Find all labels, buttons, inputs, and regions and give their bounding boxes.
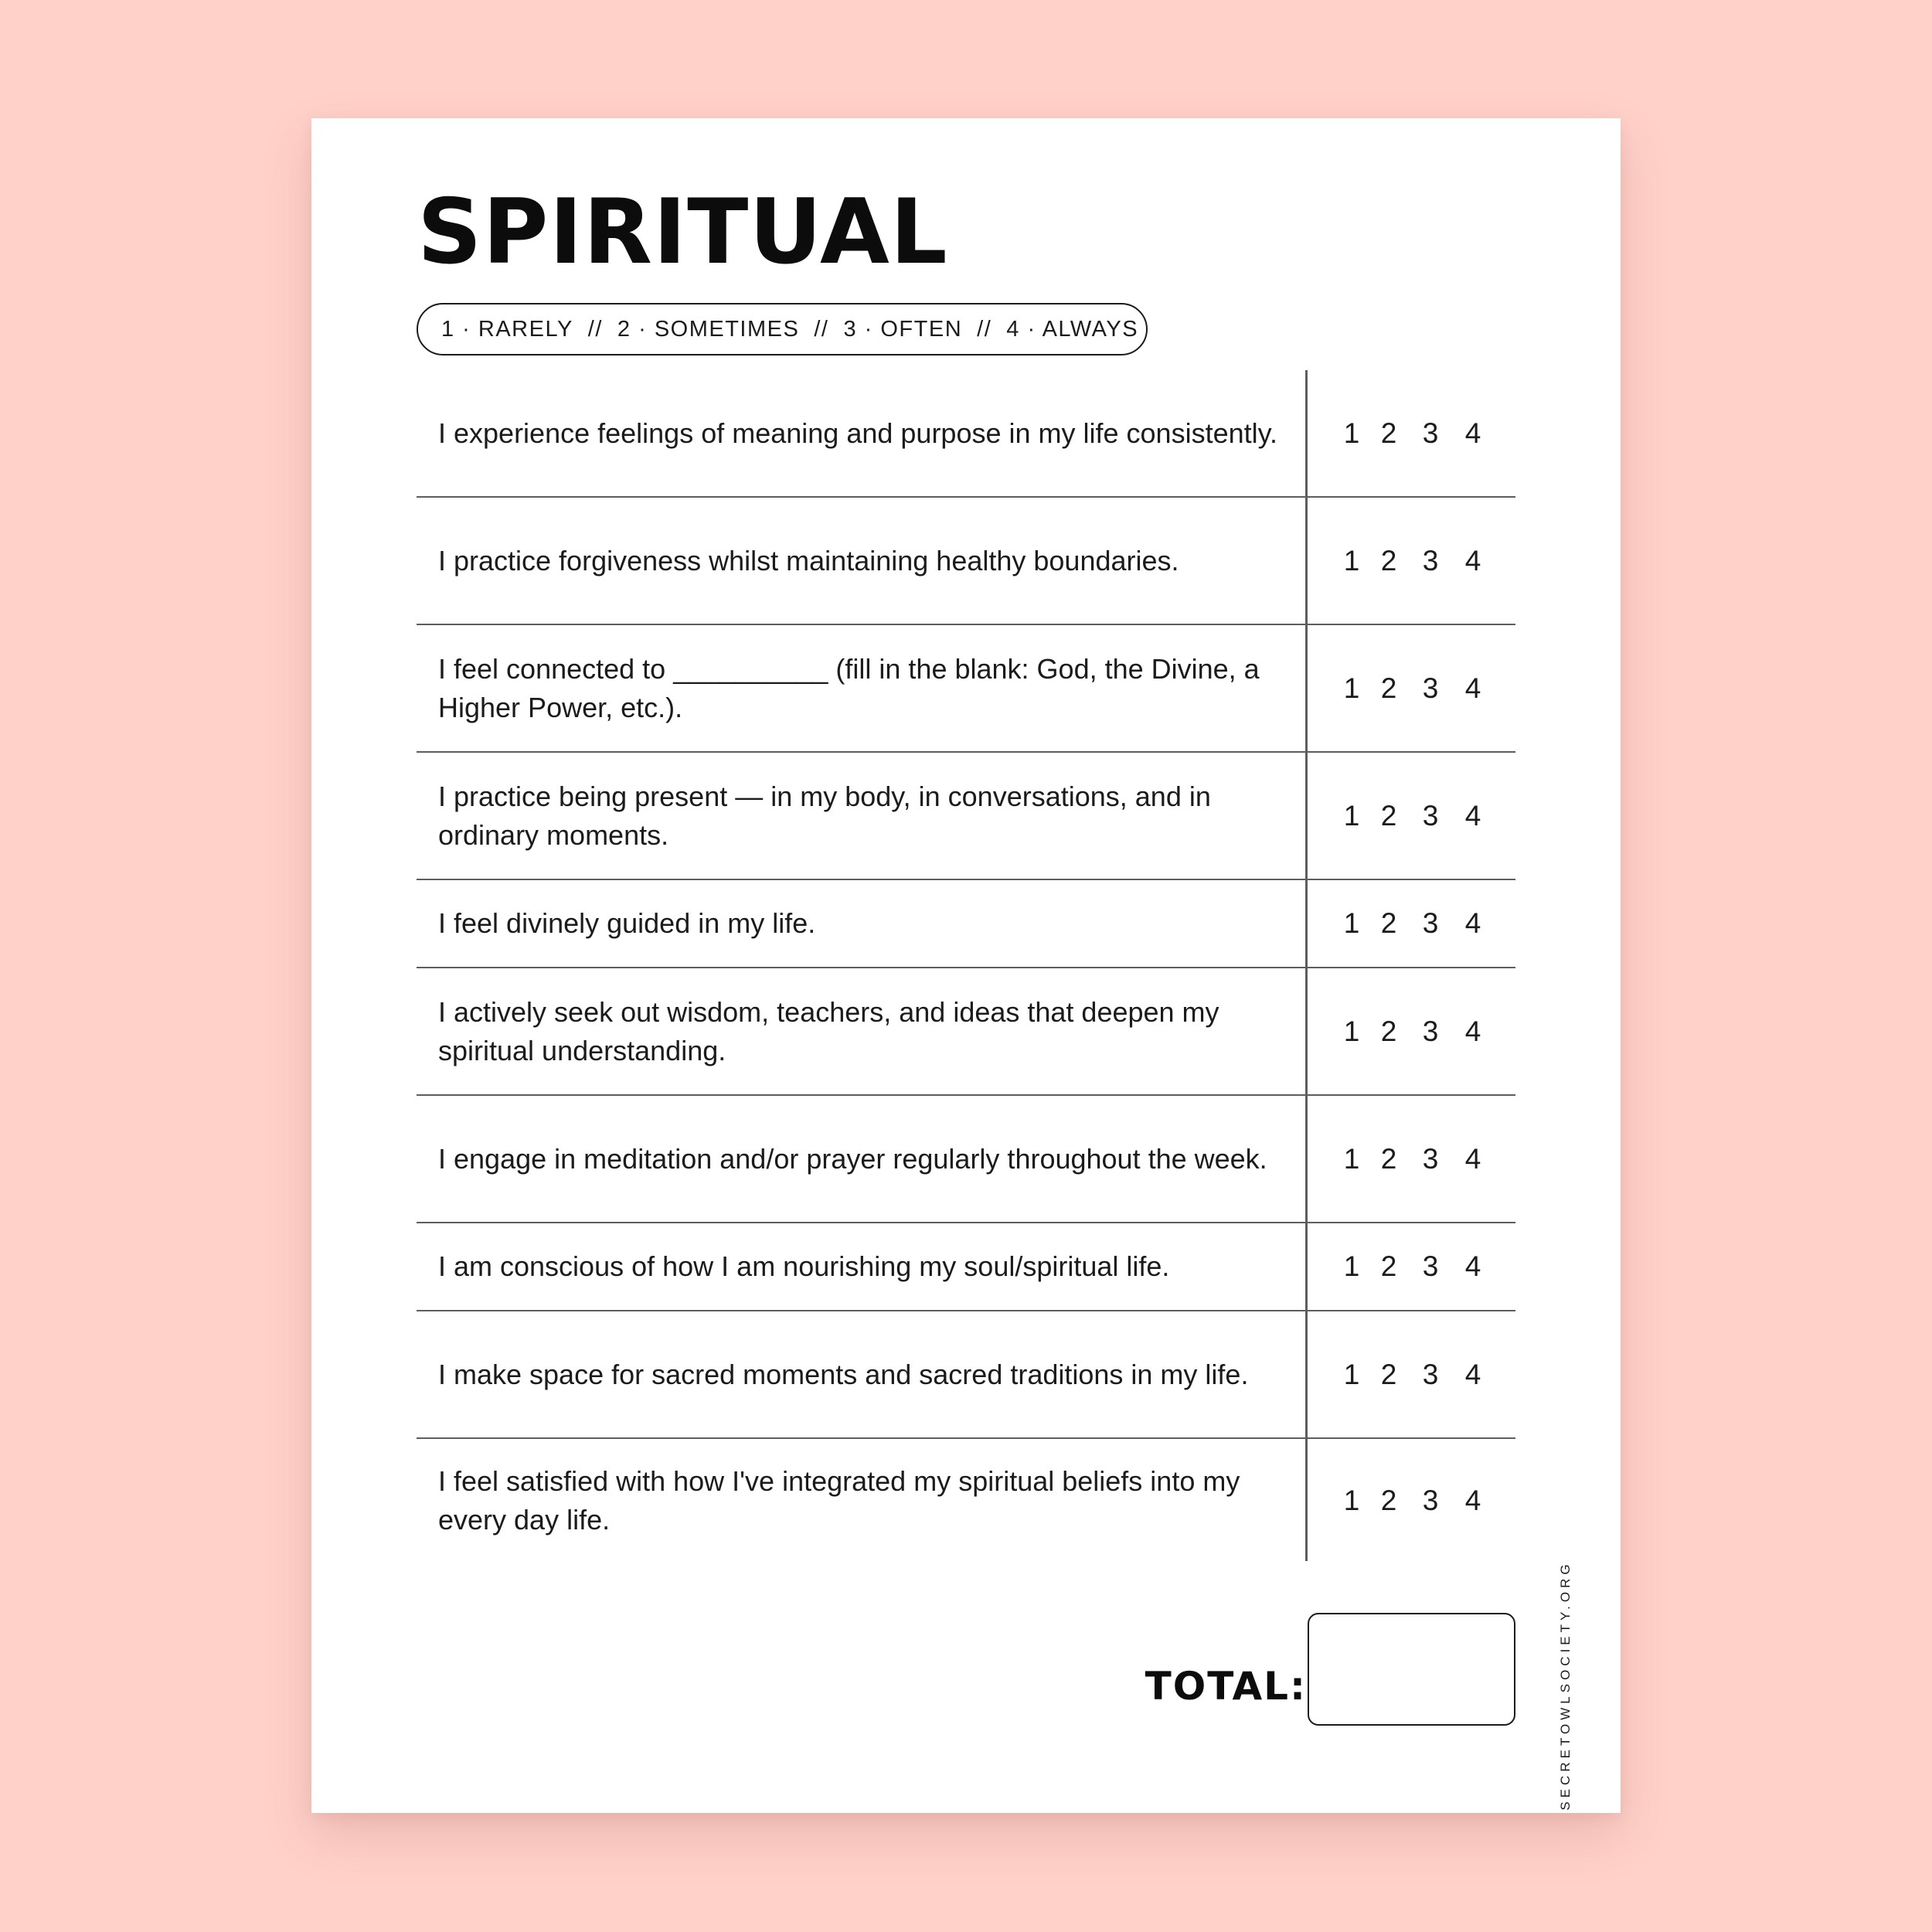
rating-option-3[interactable]: 3 xyxy=(1422,1015,1439,1047)
question-row xyxy=(417,1311,1515,1439)
rating-option-4[interactable]: 4 xyxy=(1464,672,1481,704)
question-row xyxy=(417,968,1515,1096)
question-text: I make space for sacred moments and sacred traditions in my life. xyxy=(438,1358,1249,1390)
rating-option-2[interactable]: 2 xyxy=(1380,907,1397,939)
rating-options xyxy=(1305,498,1515,624)
rating-options xyxy=(1305,1311,1515,1437)
rating-options xyxy=(1305,1096,1515,1222)
rating-option-1[interactable]: 1 xyxy=(1343,1142,1360,1175)
rating-option-1[interactable]: 1 xyxy=(1343,1250,1360,1282)
rating-options xyxy=(1305,1439,1515,1563)
page-title: SPIRITUAL xyxy=(417,180,948,284)
question-row xyxy=(417,498,1515,625)
rating-option-2[interactable]: 2 xyxy=(1380,672,1397,704)
rating-options xyxy=(1305,753,1515,879)
rating-option-2[interactable]: 2 xyxy=(1380,1485,1397,1516)
question-row xyxy=(417,880,1515,968)
rating-option-1[interactable]: 1 xyxy=(1343,1485,1360,1516)
rating-options xyxy=(1305,1223,1515,1310)
footer-url xyxy=(1557,1558,1574,1813)
scale-item-sometimes: 2 · SOMETIMES xyxy=(617,316,800,342)
question-text: I feel connected to __________ (fill in the blank: God, the Divine, a Higher Power, etc.). xyxy=(438,652,1260,723)
rating-option-4[interactable]: 4 xyxy=(1464,1142,1481,1175)
rating-option-3[interactable]: 3 xyxy=(1422,1485,1439,1516)
scale-separator: // xyxy=(587,316,603,342)
rating-option-3[interactable]: 3 xyxy=(1422,907,1439,939)
question-text: I feel satisfied with how I've integrated my spiritual beliefs into my every day life. xyxy=(438,1465,1240,1536)
rating-option-4[interactable]: 4 xyxy=(1464,417,1481,449)
question-text: I actively seek out wisdom, teachers, and ideas that deepen my spiritual understanding. xyxy=(438,995,1219,1066)
scale-item-often: 3 · OFTEN xyxy=(843,316,963,342)
rating-options xyxy=(1305,370,1515,496)
question-row xyxy=(417,625,1515,753)
rating-option-1[interactable]: 1 xyxy=(1343,1015,1360,1047)
rating-options xyxy=(1305,880,1515,967)
rating-option-3[interactable]: 3 xyxy=(1422,672,1439,704)
rating-option-1[interactable]: 1 xyxy=(1343,799,1360,832)
question-text: I practice forgiveness whilst maintaining healthy boundaries. xyxy=(438,544,1179,577)
rating-option-1[interactable]: 1 xyxy=(1343,907,1360,939)
total-label: TOTAL: xyxy=(1145,1664,1307,1709)
rating-options xyxy=(1305,968,1515,1094)
rating-option-1[interactable]: 1 xyxy=(1343,672,1360,704)
rating-option-2[interactable]: 2 xyxy=(1380,1250,1397,1282)
rating-option-2[interactable]: 2 xyxy=(1380,417,1397,449)
rating-option-3[interactable]: 3 xyxy=(1422,1142,1439,1175)
rating-options xyxy=(1305,625,1515,751)
rating-option-3[interactable]: 3 xyxy=(1422,1358,1439,1390)
rating-option-3[interactable]: 3 xyxy=(1422,544,1439,577)
rating-option-4[interactable]: 4 xyxy=(1464,1015,1481,1047)
rating-option-3[interactable]: 3 xyxy=(1422,1250,1439,1282)
question-table xyxy=(417,370,1515,1563)
scale-item-always: 4 · ALWAYS xyxy=(1006,316,1139,342)
rating-option-4[interactable]: 4 xyxy=(1464,1485,1481,1516)
total-score-box[interactable] xyxy=(1308,1613,1515,1726)
scale-item-rarely: 1 · RARELY xyxy=(441,316,573,342)
rating-option-4[interactable]: 4 xyxy=(1464,907,1481,939)
rating-option-4[interactable]: 4 xyxy=(1464,544,1481,577)
question-text: I am conscious of how I am nourishing my soul/spiritual life. xyxy=(438,1250,1170,1282)
question-text: I engage in meditation and/or prayer regularly throughout the week. xyxy=(438,1142,1267,1175)
question-row xyxy=(417,370,1515,498)
rating-option-2[interactable]: 2 xyxy=(1380,544,1397,577)
rating-option-2[interactable]: 2 xyxy=(1380,1358,1397,1390)
rating-option-1[interactable]: 1 xyxy=(1343,417,1360,449)
scale-separator: // xyxy=(977,316,992,342)
rating-option-2[interactable]: 2 xyxy=(1380,799,1397,832)
question-text: I experience feelings of meaning and purpose in my life consistently. xyxy=(438,417,1277,449)
scale-separator: // xyxy=(814,316,829,342)
footer-url-text: SECRETOWLSOCIETY.ORG xyxy=(1558,1560,1573,1811)
question-row xyxy=(417,1096,1515,1223)
worksheet-page xyxy=(311,118,1621,1813)
question-row xyxy=(417,753,1515,880)
question-row xyxy=(417,1223,1515,1311)
rating-option-3[interactable]: 3 xyxy=(1422,417,1439,449)
rating-option-4[interactable]: 4 xyxy=(1464,1358,1481,1390)
rating-option-2[interactable]: 2 xyxy=(1380,1142,1397,1175)
rating-option-4[interactable]: 4 xyxy=(1464,1250,1481,1282)
rating-option-2[interactable]: 2 xyxy=(1380,1015,1397,1047)
question-text: I feel divinely guided in my life. xyxy=(438,907,816,939)
rating-option-3[interactable]: 3 xyxy=(1422,799,1439,832)
rating-scale-legend xyxy=(417,303,1148,355)
question-row xyxy=(417,1439,1515,1563)
rating-option-1[interactable]: 1 xyxy=(1343,1358,1360,1390)
question-text: I practice being present — in my body, in conversations, and in ordinary moments. xyxy=(438,780,1211,851)
rating-option-1[interactable]: 1 xyxy=(1343,544,1360,577)
rating-option-4[interactable]: 4 xyxy=(1464,799,1481,832)
